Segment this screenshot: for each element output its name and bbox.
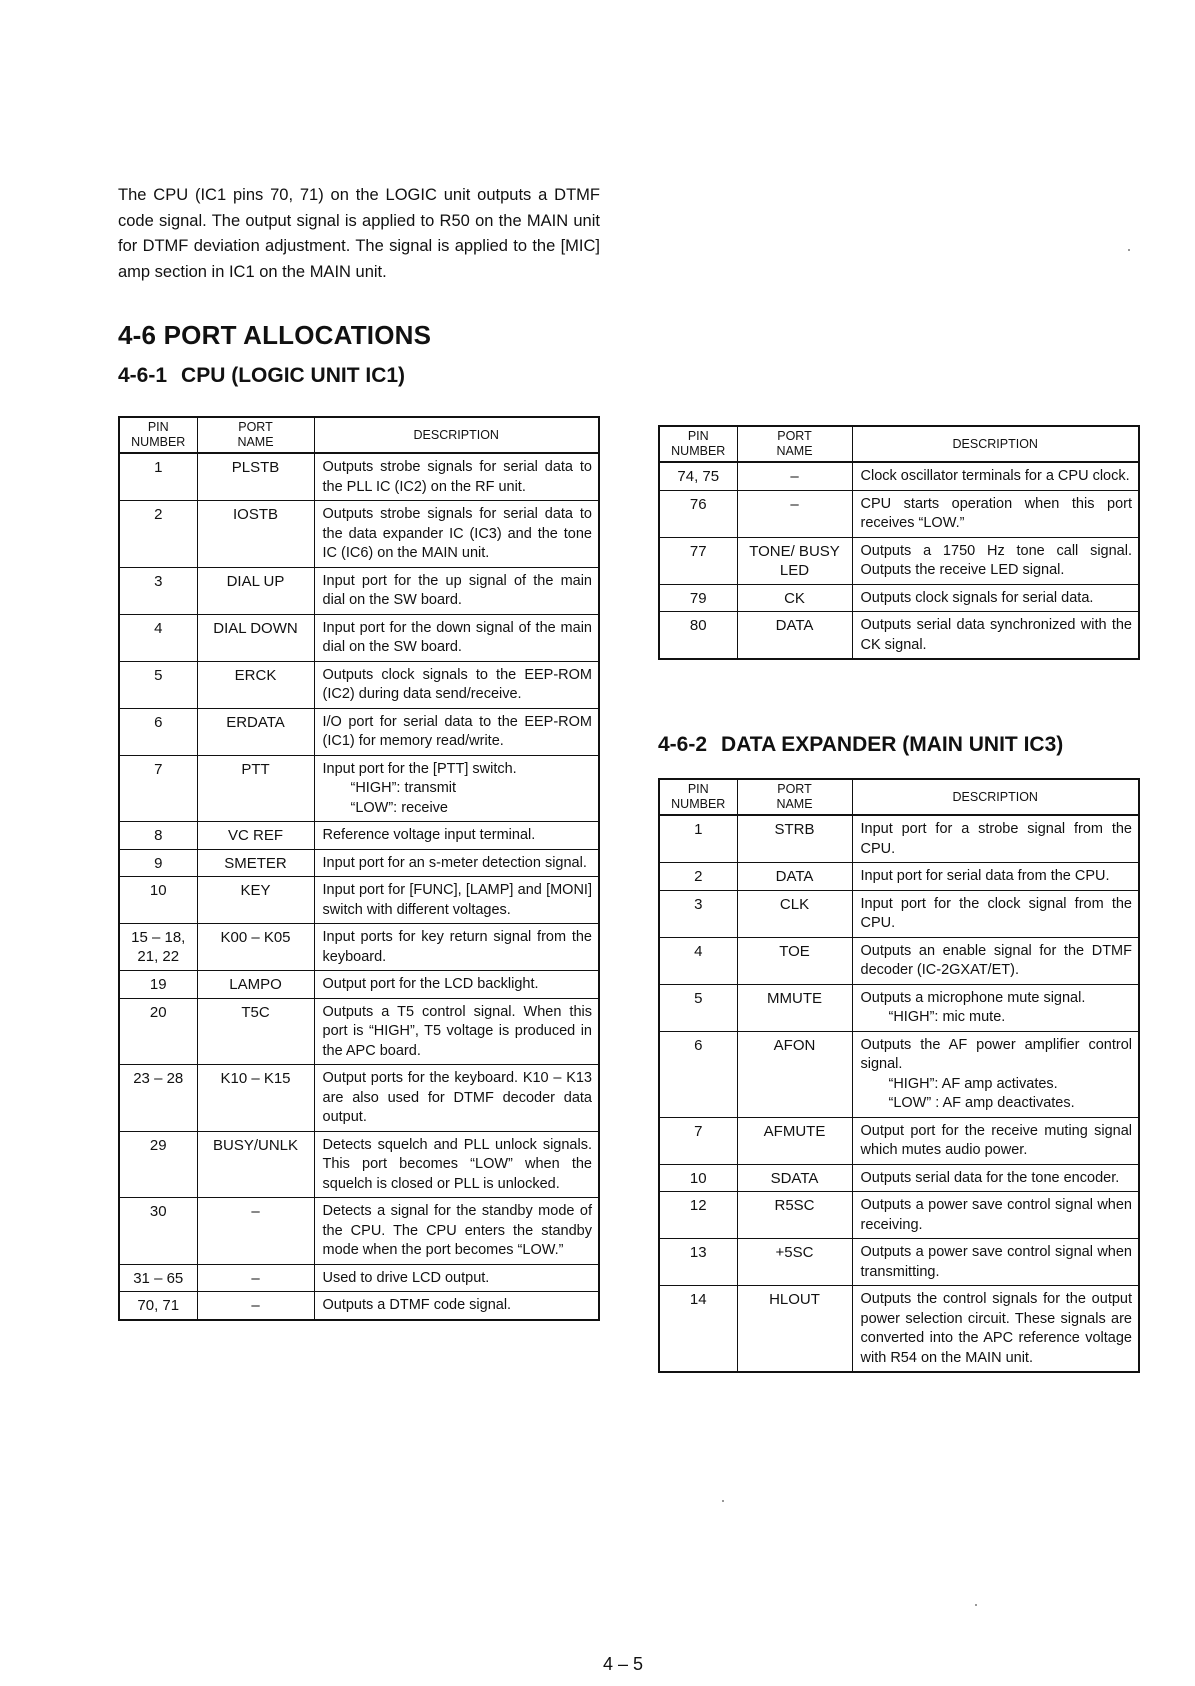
description-text: Output port for the receive muting signal which mutes audio power. [860,1122,1132,1158]
port-name-cell: PLSTB [197,453,314,501]
description-subline: “HIGH”: mic mute. [888,1009,1006,1025]
port-name-cell: DATA [737,612,852,660]
table-row [659,584,1139,612]
description-text: Clock oscillator terminals for a CPU clock. [860,468,1130,484]
pin-number-cell: 4 [659,937,737,984]
pin-number-cell: 10 [659,1164,737,1192]
description-text: Input port for an s-meter detection signal. [322,854,587,871]
port-name-cell: DIAL DOWN [197,614,314,661]
port-name-cell: – [737,490,852,537]
pin-number-cell: 1 [659,815,737,863]
pin-number-cell: 2 [119,501,197,568]
description-cell [852,462,1139,490]
table-row [659,984,1139,1031]
pin-number-cell: 5 [119,661,197,708]
port-name-cell: IOSTB [197,501,314,568]
table-row [119,1264,599,1292]
table-row [659,1192,1139,1239]
scan-speck [722,1500,724,1502]
section-heading [118,320,431,351]
section-title: PORT ALLOCATIONS [163,320,432,350]
table-row [659,890,1139,937]
description-text: Input port for the [PTT] switch. [322,760,517,777]
pin-number-cell: 3 [659,890,737,937]
table-row [659,462,1139,490]
port-name-header: PORT NAME [737,426,852,462]
description-cell [852,937,1139,984]
description-text: Outputs clock signals for serial data. [860,589,1094,606]
expander-subsection-number: 4-6-2 [658,733,708,756]
pin-number-cell: 31 – 65 [119,1264,197,1292]
description-text: Output port for the LCD backlight. [322,976,539,992]
description-cell [314,501,599,568]
description-text: Outputs strobe signals for serial data to the data expander IC (IC3) and the tone IC (IC6) on the MAIN unit. [322,506,592,561]
description-cell [852,612,1139,660]
description-cell [314,971,599,999]
description-cell [852,584,1139,612]
description-cell [314,614,599,661]
description-cell [852,890,1139,937]
description-text: Input ports for key return signal from the keyboard. [322,929,592,965]
port-name-cell: TOE [737,937,852,984]
expander-subsection-title: DATA EXPANDER (MAIN UNIT IC3) [721,733,1064,756]
table-row [119,567,599,614]
pin-number-cell: 23 – 28 [119,1065,197,1132]
pin-number-header: PIN NUMBER [659,426,737,462]
section-number: 4-6 [118,320,157,350]
description-text: I/O port for serial data to the EEP-ROM (IC1) for memory read/write. [322,713,592,749]
description-subline: “HIGH”: AF amp activates. [888,1075,1058,1092]
description-cell [852,984,1139,1031]
description-text: Used to drive LCD output. [322,1269,490,1286]
description-text: Outputs the AF power amplifier control signal. [860,1036,1132,1072]
pin-number-cell: 20 [119,998,197,1065]
description-text: Input port for serial data from the CPU. [860,868,1110,884]
description-cell [852,490,1139,537]
scan-speck [1128,249,1130,251]
description-cell [852,1192,1139,1239]
description-cell [314,567,599,614]
table-row [119,1065,599,1132]
description-cell [314,755,599,822]
pin-number-cell: 7 [659,1117,737,1164]
port-name-cell: MMUTE [737,984,852,1031]
table-row [659,815,1139,863]
description-cell [314,708,599,755]
pin-number-cell: 74, 75 [659,462,737,490]
description-cell [314,822,599,850]
description-cell [852,1117,1139,1164]
table-row [659,537,1139,584]
port-name-cell: LAMPO [197,971,314,999]
table-header-row [659,779,1139,815]
cpu-subsection-number: 4-6-1 [118,364,168,387]
pin-number-cell: 6 [119,708,197,755]
description-text: Input port for [FUNC], [LAMP] and [MONI] switch with different voltages. [322,882,592,918]
table-row [119,1292,599,1320]
port-name-cell: ERCK [197,661,314,708]
description-cell [852,1164,1139,1192]
table-row [659,490,1139,537]
description-text: Input port for a strobe signal from the CPU. [860,821,1132,857]
table-row [119,971,599,999]
table-row [659,937,1139,984]
description-text: Outputs serial data synchronized with the CK signal. [860,617,1132,653]
pin-number-cell: 15 – 18, 21, 22 [119,924,197,971]
cpu-port-table-left [118,416,600,1321]
description-cell [314,661,599,708]
description-text: Input port for the up signal of the main dial on the SW board. [322,572,592,608]
description-cell [314,453,599,501]
scan-speck [975,1604,977,1606]
description-text: Detects a signal for the standby mode of the CPU. The CPU enters the standby mode when the port becomes “LOW.” [322,1203,592,1258]
pin-number-cell: 2 [659,863,737,891]
pin-number-cell: 13 [659,1239,737,1286]
pin-number-cell: 29 [119,1131,197,1198]
description-subline: “HIGH”: transmit [350,780,457,796]
port-name-cell: – [197,1292,314,1320]
port-name-header: PORT NAME [197,417,314,453]
port-name-cell: R5SC [737,1192,852,1239]
table-row [659,1164,1139,1192]
port-name-cell: ERDATA [197,708,314,755]
table-row [659,612,1139,660]
description-cell [852,1239,1139,1286]
description-cell [852,1286,1139,1373]
port-name-cell: K00 – K05 [197,924,314,971]
description-cell [314,1131,599,1198]
description-text: Input port for the clock signal from the CPU. [860,895,1132,931]
description-cell [314,998,599,1065]
description-text: Outputs a DTMF code signal. [322,1297,512,1313]
description-subline: “LOW”: receive [350,799,448,816]
port-name-cell: SMETER [197,849,314,877]
table-row [659,863,1139,891]
table-row [119,1131,599,1198]
cpu-subsection-heading [118,364,405,388]
description-text: Reference voltage input terminal. [322,827,536,843]
port-name-cell: K10 – K15 [197,1065,314,1132]
pin-number-cell: 6 [659,1031,737,1117]
description-text: CPU starts operation when this port receives “LOW.” [860,495,1132,531]
cpu-port-table-right [658,425,1140,660]
port-name-cell: +5SC [737,1239,852,1286]
description-subline: “LOW” : AF amp deactivates. [888,1095,1075,1111]
port-name-cell: HLOUT [737,1286,852,1373]
table-row [119,755,599,822]
pin-number-cell: 30 [119,1198,197,1265]
expander-subsection-heading [658,733,1063,757]
pin-number-cell: 12 [659,1192,737,1239]
cpu-subsection-title: CPU (LOGIC UNIT IC1) [181,364,406,387]
description-cell [314,1198,599,1265]
table-row [119,661,599,708]
table-row [659,1286,1139,1373]
port-name-cell: KEY [197,877,314,924]
table-row [119,924,599,971]
table-header-row [659,426,1139,462]
port-name-header: PORT NAME [737,779,852,815]
pin-number-header: PIN NUMBER [119,417,197,453]
description-header: DESCRIPTION [852,779,1139,815]
description-cell [852,815,1139,863]
pin-number-cell: 79 [659,584,737,612]
description-header: DESCRIPTION [314,417,599,453]
table-row [119,998,599,1065]
port-name-cell: STRB [737,815,852,863]
description-text: Outputs serial data for the tone encoder. [860,1169,1120,1186]
description-text: Outputs the control signals for the output power selection circuit. These signals are converted into the APC reference voltage with R54 on the MAIN unit. [860,1291,1132,1366]
pin-number-cell: 70, 71 [119,1292,197,1320]
port-name-cell: T5C [197,998,314,1065]
description-text: Outputs clock signals to the EEP-ROM (IC2) during data send/receive. [322,666,592,702]
description-cell [852,863,1139,891]
description-text: Outputs an enable signal for the DTMF decoder (IC-2GXAT/ET). [860,942,1132,978]
page-number: 4 – 5 [603,1654,644,1674]
pin-number-cell: 77 [659,537,737,584]
table-row [659,1117,1139,1164]
description-text: Input port for the down signal of the main dial on the SW board. [322,619,592,655]
port-name-cell: TONE/ BUSY LED [737,537,852,584]
port-name-cell: SDATA [737,1164,852,1192]
table-header-row [119,417,599,453]
intro-paragraph: The CPU (IC1 pins 70, 71) on the LOGIC unit outputs a DTMF code signal. The output signal is applied to R50 on the MAIN unit for DTMF deviation adjustment. The signal is applied to the [MIC] amp section in IC1 on the MAIN unit. [118,186,600,281]
pin-number-cell: 80 [659,612,737,660]
port-name-cell: – [197,1264,314,1292]
port-name-cell: AFON [737,1031,852,1117]
description-cell [852,1031,1139,1117]
description-cell [314,1292,599,1320]
table-row [659,1239,1139,1286]
description-text: Outputs a power save control signal when receiving. [860,1197,1132,1233]
pin-number-cell: 3 [119,567,197,614]
description-text: Outputs a power save control signal when transmitting. [860,1244,1132,1280]
table-row [119,453,599,501]
port-name-cell: PTT [197,755,314,822]
description-header: DESCRIPTION [852,426,1139,462]
pin-number-header: PIN NUMBER [659,779,737,815]
port-name-cell: DATA [737,863,852,891]
pin-number-cell: 14 [659,1286,737,1373]
table-row [119,822,599,850]
table-row [119,614,599,661]
pin-number-cell: 10 [119,877,197,924]
port-name-cell: VC REF [197,822,314,850]
port-name-cell: – [197,1198,314,1265]
table-row [119,708,599,755]
description-cell [314,1264,599,1292]
port-name-cell: CLK [737,890,852,937]
pin-number-cell: 7 [119,755,197,822]
pin-number-cell: 19 [119,971,197,999]
description-cell [314,924,599,971]
table-row [119,1198,599,1265]
description-text: Output ports for the keyboard. K10 – K13 are also used for DTMF decoder data output. [322,1070,592,1125]
description-text: Outputs a 1750 Hz tone call signal. Outputs the receive LED signal. [860,542,1132,578]
port-name-cell: – [737,462,852,490]
table-row [119,877,599,924]
port-name-cell: DIAL UP [197,567,314,614]
pin-number-cell: 1 [119,453,197,501]
data-expander-port-table [658,778,1140,1373]
description-text: Outputs strobe signals for serial data to the PLL IC (IC2) on the RF unit. [322,459,592,495]
description-text: Detects squelch and PLL unlock signals. This port becomes “LOW” when the squelch is closed or PLL is unlocked. [322,1136,592,1192]
pin-number-cell: 9 [119,849,197,877]
pin-number-cell: 76 [659,490,737,537]
table-row [659,1031,1139,1117]
description-cell [314,877,599,924]
pin-number-cell: 5 [659,984,737,1031]
table-row [119,501,599,568]
description-cell [314,1065,599,1132]
port-name-cell: AFMUTE [737,1117,852,1164]
table-row [119,849,599,877]
description-cell [852,537,1139,584]
description-cell [314,849,599,877]
pin-number-cell: 8 [119,822,197,850]
description-text: Outputs a T5 control signal. When this port is “HIGH”, T5 voltage is produced in the APC board. [322,1003,592,1059]
pin-number-cell: 4 [119,614,197,661]
port-name-cell: BUSY/UNLK [197,1131,314,1198]
description-text: Outputs a microphone mute signal. [860,989,1086,1006]
port-name-cell: CK [737,584,852,612]
